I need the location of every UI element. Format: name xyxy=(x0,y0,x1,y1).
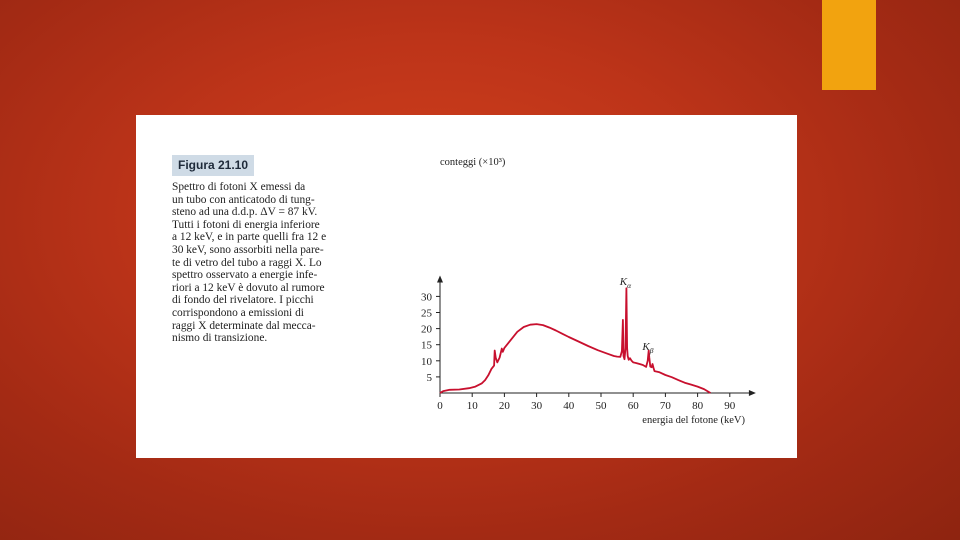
caption-line: 30 keV, sono assorbiti nella pare- xyxy=(172,243,324,256)
y-tick-label: 30 xyxy=(421,291,432,304)
accent-bar xyxy=(822,0,876,90)
spectrum-curve xyxy=(440,288,711,393)
x-tick-label: 50 xyxy=(595,400,607,412)
figure-label: Figura 21.10 xyxy=(172,155,254,176)
xray-spectrum-chart xyxy=(396,150,776,435)
x-axis-label: energia del fotone (keV) xyxy=(642,415,745,426)
y-axis-label: conteggi (×10³) xyxy=(440,157,506,168)
caption-line: di fondo del rivelatore. I picchi xyxy=(172,294,314,307)
caption-line: te di vetro del tubo a raggi X. Lo xyxy=(172,256,322,269)
figure-card xyxy=(136,115,797,458)
x-tick-label: 40 xyxy=(563,400,575,412)
caption-line: un tubo con anticatodo di tung- xyxy=(172,193,315,206)
x-tick-label: 90 xyxy=(724,400,736,412)
y-tick-label: 20 xyxy=(421,323,432,336)
peak-annotation: $K_\alpha$ xyxy=(619,276,632,291)
x-tick-label: 80 xyxy=(692,400,704,412)
peak-annotation: $K_\beta$ xyxy=(642,341,654,356)
caption-line: riori a 12 keV è dovuto al rumore xyxy=(172,281,325,294)
caption-line: nismo di transizione. xyxy=(172,332,268,345)
figure-caption xyxy=(172,181,342,345)
caption-line: steno ad una d.d.p. ΔV = 87 kV. xyxy=(172,206,318,219)
caption-line: corrispondono a emissioni di xyxy=(172,306,304,319)
caption-line: raggi X determinate dal mecca- xyxy=(172,319,316,332)
x-axis-arrow xyxy=(749,390,756,396)
caption-line: spettro osservato a energie infe- xyxy=(172,269,318,282)
y-tick-label: 10 xyxy=(421,355,432,368)
x-tick-label: 0 xyxy=(437,400,443,412)
y-tick-label: 25 xyxy=(421,307,432,320)
caption-line: a 12 keV, e in parte quelli fra 12 e xyxy=(172,231,327,244)
x-tick-label: 30 xyxy=(531,400,543,412)
y-tick-label: 5 xyxy=(426,371,432,384)
y-tick-label: 15 xyxy=(421,339,432,352)
x-tick-label: 70 xyxy=(659,400,671,412)
x-tick-label: 60 xyxy=(627,400,639,412)
x-tick-label: 20 xyxy=(498,400,510,412)
caption-line: Spettro di fotoni X emessi da xyxy=(172,181,306,193)
y-axis-arrow xyxy=(437,276,443,283)
caption-line: Tutti i fotoni di energia inferiore xyxy=(172,218,320,231)
x-tick-label: 10 xyxy=(466,400,478,412)
